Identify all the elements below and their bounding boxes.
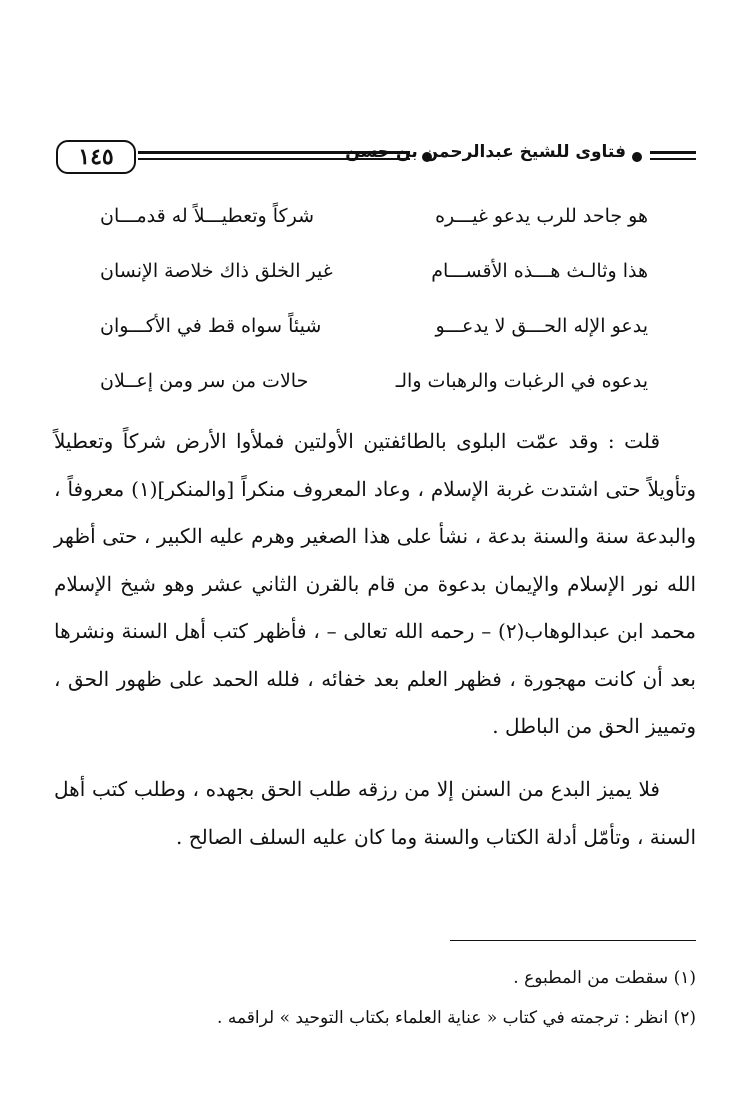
- footnote: (٢) انظر : ترجمته في كتاب « عناية العلماء بكتاب التوحيد » لراقمه .: [217, 1008, 696, 1028]
- header-rule-right: [650, 151, 696, 163]
- verse: [60, 260, 660, 315]
- bullet-dot-icon: [632, 152, 642, 162]
- verse-second-hemistich: شركاً وتعطيـــلاً له قدمـــان: [100, 205, 314, 227]
- footnote: (١) سقطت من المطبوع .: [513, 968, 696, 988]
- verse-second-hemistich: شيئاً سواه قط في الأكـــوان: [100, 315, 322, 337]
- verse-second-hemistich: حالات من سر ومن إعــلان: [100, 370, 309, 392]
- running-header: [56, 140, 696, 174]
- footnotes: [60, 958, 696, 1038]
- verse: [60, 205, 660, 260]
- paragraph-text: فلا يميز البدع من السنن إلا من رزقه طلب الحق بجهده ، وطلب كتب أهل السنة ، وتأمّل أدلة الكتاب والسنة وما كان عليه السلف الصالح .: [54, 777, 696, 849]
- verse-first-hemistich: يدعو الإله الحـــق لا يدعـــو: [435, 315, 648, 337]
- verse: [60, 370, 660, 425]
- verse: [60, 315, 660, 370]
- body-paragraph: [54, 418, 696, 751]
- header-title: فتاوى للشيخ عبدالرحمن بن حسن: [345, 142, 626, 162]
- verse-first-hemistich: يدعوه في الرغبات والرهبات والـ: [395, 370, 648, 392]
- verse-first-hemistich: هو جاحد للرب يدعو غيـــره: [435, 205, 648, 227]
- verse-second-hemistich: غير الخلق ذاك خلاصة الإنسان: [100, 260, 333, 282]
- page-number: ١٤٥: [56, 140, 136, 174]
- poem: [60, 205, 660, 425]
- verse-first-hemistich: هذا وثالـث هـــذه الأقســـام: [431, 260, 648, 282]
- paragraph-text: قلت : وقد عمّت البلوى بالطائفتين الأولتين فملأوا الأرض شركاً وتعطيلاً وتأويلاً حتى اشتدت غربة الإسلام ، وعاد المعروف منكراً [والمنكر](١) معروفاً ، والبدعة سنة والسنة بدعة ، نشأ على هذا الصغير وهرم عليه الكبير ، حتى أظهر الله نور الإسلام والإيمان بدعوة من قام بالقرن الثاني عشر وهو شيخ الإسلام محمد ابن عبدالوهاب(٢) – رحمه الله تعالى – ، فأظهر كتب أهل السنة ونشرها بعد أن كانت مهجورة ، فظهر العلم بعد خفائه ، فلله الحمد على ظهور الحق ، وتمييز الحق من الباطل .: [54, 429, 697, 738]
- footnote-separator: [450, 940, 696, 941]
- body-paragraph: [54, 766, 696, 861]
